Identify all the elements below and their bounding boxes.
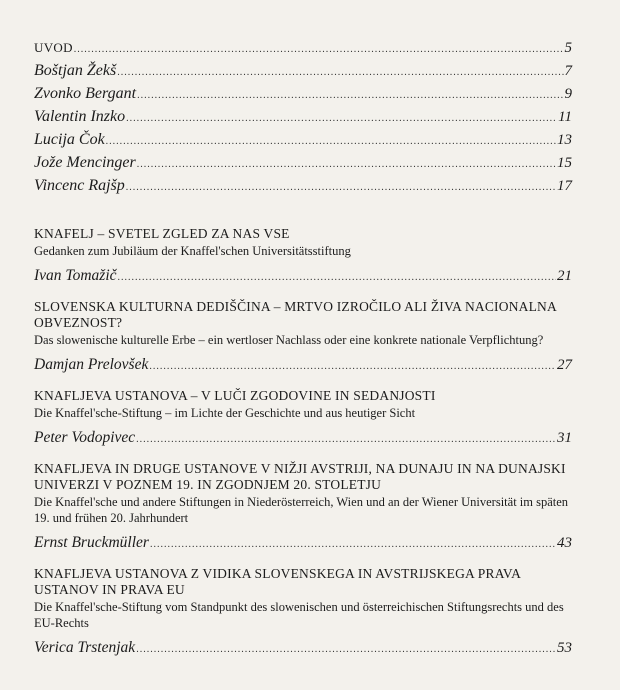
toc-entry-author[interactable] xyxy=(34,108,572,126)
dot-leader xyxy=(137,90,563,101)
toc-entry-author[interactable] xyxy=(34,177,572,195)
dot-leader xyxy=(150,539,556,550)
toc-section xyxy=(34,388,574,447)
author-name: Boštjan Žekš xyxy=(34,62,117,79)
dot-leader xyxy=(118,272,556,283)
section-subtitle: Die Knaffel'sche-Stiftung – im Lichte der Geschichte und aus heutiger Sicht xyxy=(34,406,416,420)
toc-section xyxy=(34,226,574,285)
author-name: Ivan Tomažič xyxy=(34,267,117,284)
dot-leader xyxy=(136,644,556,655)
author-name: Damjan Prelovšek xyxy=(34,356,149,373)
section-title[interactable]: SLOVENSKA KULTURNA DEDIŠČINA – MRTVO IZROČILO ALI ŽIVA NACIONALNA OBVEZNOST? xyxy=(34,299,557,330)
author-name: Zvonko Bergant xyxy=(34,85,137,102)
author-name: Jože Mencinger xyxy=(34,154,136,171)
toc-entry-author[interactable] xyxy=(34,154,572,172)
toc-section xyxy=(34,566,574,657)
author-name: Lucija Čok xyxy=(34,131,105,148)
dot-leader xyxy=(136,434,556,445)
toc-entry-author[interactable] xyxy=(34,356,572,374)
toc-entry-author[interactable] xyxy=(34,62,572,80)
page-number: 11 xyxy=(558,109,572,125)
intro-block xyxy=(34,40,574,216)
page-number: 9 xyxy=(564,86,572,102)
toc-entry-author[interactable] xyxy=(34,85,572,103)
page-number: 27 xyxy=(557,357,572,373)
author-name: Vincenc Rajšp xyxy=(34,177,125,194)
toc-entry-author[interactable] xyxy=(34,534,572,552)
page-number: 15 xyxy=(557,155,572,171)
page-number: 7 xyxy=(564,63,572,79)
section-subtitle: Gedanken zum Jubiläum der Knaffel'schen Universitätsstiftung xyxy=(34,244,351,258)
dot-leader xyxy=(74,44,564,55)
dot-leader xyxy=(117,67,563,78)
entry-title: UVOD xyxy=(34,40,73,55)
dot-leader xyxy=(106,136,556,147)
section-subtitle: Das slowenische kulturelle Erbe – ein wertloser Nachlass oder eine konkrete nationale Verpflichtung? xyxy=(34,333,544,347)
page-number: 21 xyxy=(557,268,572,284)
toc-section xyxy=(34,461,574,552)
page-number: 43 xyxy=(557,535,572,551)
toc-entry-author[interactable] xyxy=(34,267,572,285)
dot-leader xyxy=(126,113,557,124)
section-title[interactable]: KNAFLJEVA USTANOVA – V LUČI ZGODOVINE IN SEDANJOSTI xyxy=(34,388,436,403)
author-name: Valentin Inzko xyxy=(34,108,126,125)
page-number: 31 xyxy=(557,430,572,446)
toc-entry-uvod[interactable] xyxy=(34,40,572,57)
dot-leader xyxy=(126,182,556,193)
section-subtitle: Die Knaffel'sche-Stiftung vom Standpunkt des slowenischen und österreichischen Stiftungsrechts und des EU-Rechts xyxy=(34,600,564,630)
page-number: 5 xyxy=(564,40,572,56)
section-subtitle: Die Knaffel'sche und andere Stiftungen in Niederösterreich, Wien und an der Wiener Universität im späten 19. und frühen 20. Jahrhundert xyxy=(34,495,569,525)
author-name: Peter Vodopivec xyxy=(34,429,136,446)
toc-entry-author[interactable] xyxy=(34,131,572,149)
dot-leader xyxy=(137,159,556,170)
page-number: 13 xyxy=(557,132,572,148)
author-name: Verica Trstenjak xyxy=(34,639,136,656)
page-number: 53 xyxy=(557,640,572,656)
page-number: 17 xyxy=(557,178,572,194)
section-title[interactable]: KNAFELJ – SVETEL ZGLED ZA NAS VSE xyxy=(34,226,290,241)
toc-section xyxy=(34,299,574,374)
section-title[interactable]: KNAFLJEVA IN DRUGE USTANOVE V NIŽJI AVSTRIJI, NA DUNAJU IN NA DUNAJSKI UNIVERZI V POZNEM 19. IN ZGODNJEM 20. STOLETJU xyxy=(34,461,566,492)
toc-entry-author[interactable] xyxy=(34,639,572,657)
toc-entry-author[interactable] xyxy=(34,429,572,447)
author-name: Ernst Bruckmüller xyxy=(34,534,149,551)
dot-leader xyxy=(149,361,556,372)
section-title[interactable]: KNAFLJEVA USTANOVA Z VIDIKA SLOVENSKEGA IN AVSTRIJSKEGA PRAVA USTANOV IN PRAVA EU xyxy=(34,566,521,597)
